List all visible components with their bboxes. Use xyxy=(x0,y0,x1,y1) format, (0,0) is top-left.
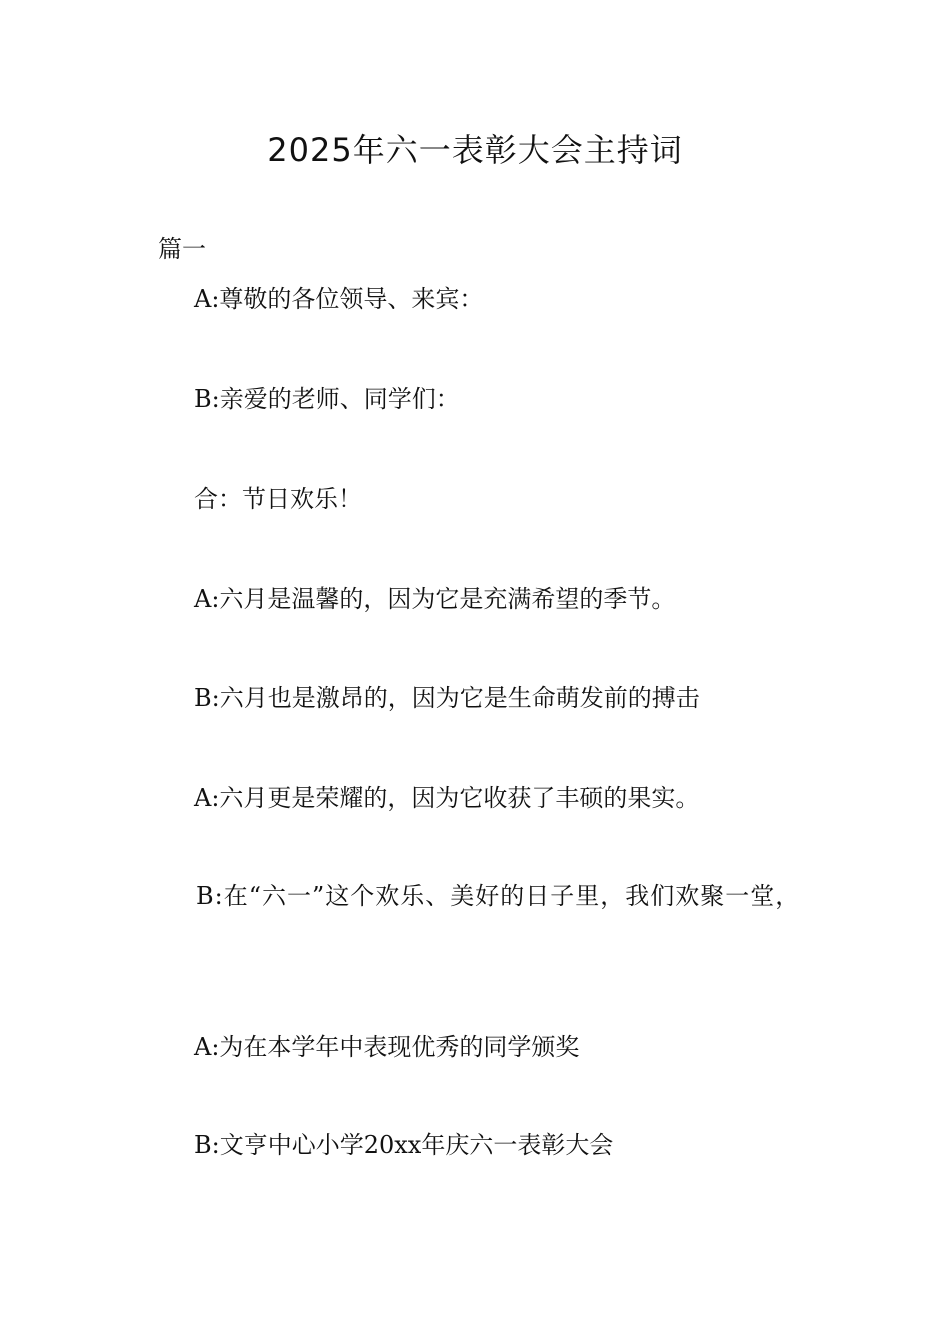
document-title: 2025年六一表彰大会主持词 xyxy=(267,131,683,169)
paragraph-line-5: B:六月也是激昂的，因为它是生命萌发前的搏击 xyxy=(194,684,700,712)
paragraph-line-2: B:亲爱的老师、同学们： xyxy=(194,385,460,413)
paragraph-line-3: 合：节日欢乐！ xyxy=(194,485,362,513)
paragraph-line-6: A:六月更是荣耀的，因为它收获了丰硕的果实。 xyxy=(194,784,700,812)
paragraph-line-4: A:六月是温馨的，因为它是充满希望的季节。 xyxy=(194,585,676,613)
paragraph-line-1: A:尊敬的各位领导、来宾： xyxy=(194,285,484,313)
paragraph-line-9: B:文亨中心小学20xx年庆六一表彰大会 xyxy=(194,1131,614,1159)
paragraph-line-8: A:为在本学年中表现优秀的同学颁奖 xyxy=(194,1033,580,1061)
paragraph-line-7: B:在“六一”这个欢乐、美好的日子里，我们欢聚一堂， xyxy=(196,882,801,910)
section-heading: 篇一 xyxy=(158,235,206,263)
